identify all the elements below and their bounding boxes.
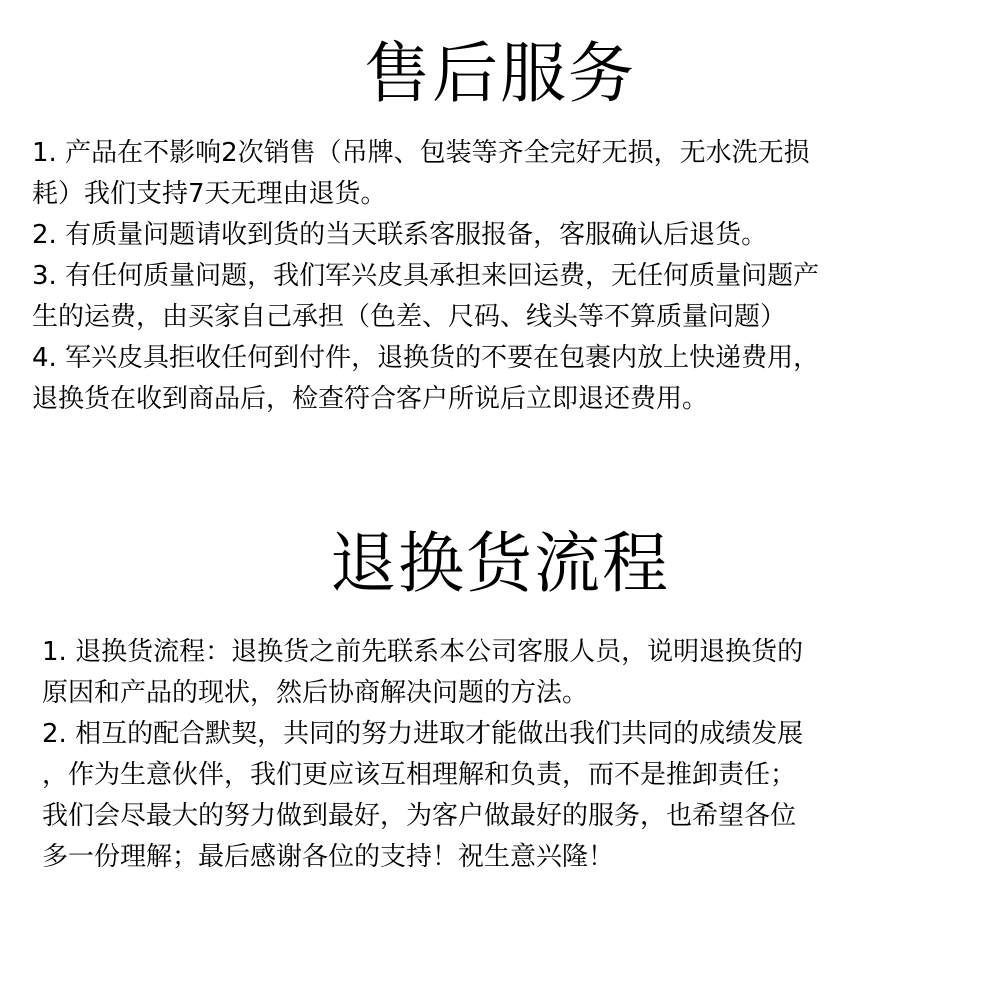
after-sales-item-4 bbox=[32, 338, 819, 420]
after-sales-item-2 bbox=[32, 215, 767, 256]
after-sales-item-3 bbox=[32, 256, 819, 338]
return-flow-item-2-line-2: ，作为生意伙伴，我们更应该互相理解和负责，而不是推卸责任； bbox=[42, 760, 797, 790]
return-flow-item-2-line-3: 我们会尽最大的努力做到最好，为客户做最好的服务，也希望各位 bbox=[42, 801, 797, 831]
after-sales-title: 售后服务 bbox=[364, 35, 636, 112]
after-sales-item-4-line-2: 退换货在收到商品后，检查符合客户所说后立即退还费用。 bbox=[32, 384, 709, 414]
after-sales-item-2-line-1: 2. 有质量问题请收到货的当天联系客服报备，客服确认后退货。 bbox=[32, 220, 768, 250]
after-sales-item-3-line-1: 3. 有任何质量问题，我们军兴皮具承担来回运费，无任何质量问题产 bbox=[32, 261, 820, 291]
return-flow-item-2 bbox=[42, 714, 803, 878]
after-sales-item-1-line-1: 1. 产品在不影响2次销售（吊牌、包装等齐全完好无损，无水洗无损 bbox=[32, 138, 810, 168]
return-flow-item-2-line-4: 多一份理解；最后感谢各位的支持！祝生意兴隆！ bbox=[42, 842, 615, 872]
after-sales-item-4-line-1: 4. 军兴皮具拒收任何到付件，退换货的不要在包裹内放上快递费用， bbox=[32, 343, 820, 373]
return-flow-item-1 bbox=[42, 632, 803, 714]
return-flow-item-1-line-2: 原因和产品的现状，然后协商解决问题的方法。 bbox=[42, 678, 589, 708]
after-sales-item-1 bbox=[32, 133, 810, 215]
return-flow-title: 退换货流程 bbox=[330, 525, 670, 602]
after-sales-item-3-line-2: 生的运费，由买家自己承担（色差、尺码、线头等不算质量问题） bbox=[32, 302, 787, 332]
return-flow-item-1-line-1: 1. 退换货流程：退换货之前先联系本公司客服人员，说明退换货的 bbox=[42, 637, 804, 667]
return-flow-item-2-line-1: 2. 相互的配合默契，共同的努力进取才能做出我们共同的成绩发展 bbox=[42, 719, 804, 749]
after-sales-item-1-line-2: 耗）我们支持7天无理由退货。 bbox=[32, 179, 387, 209]
